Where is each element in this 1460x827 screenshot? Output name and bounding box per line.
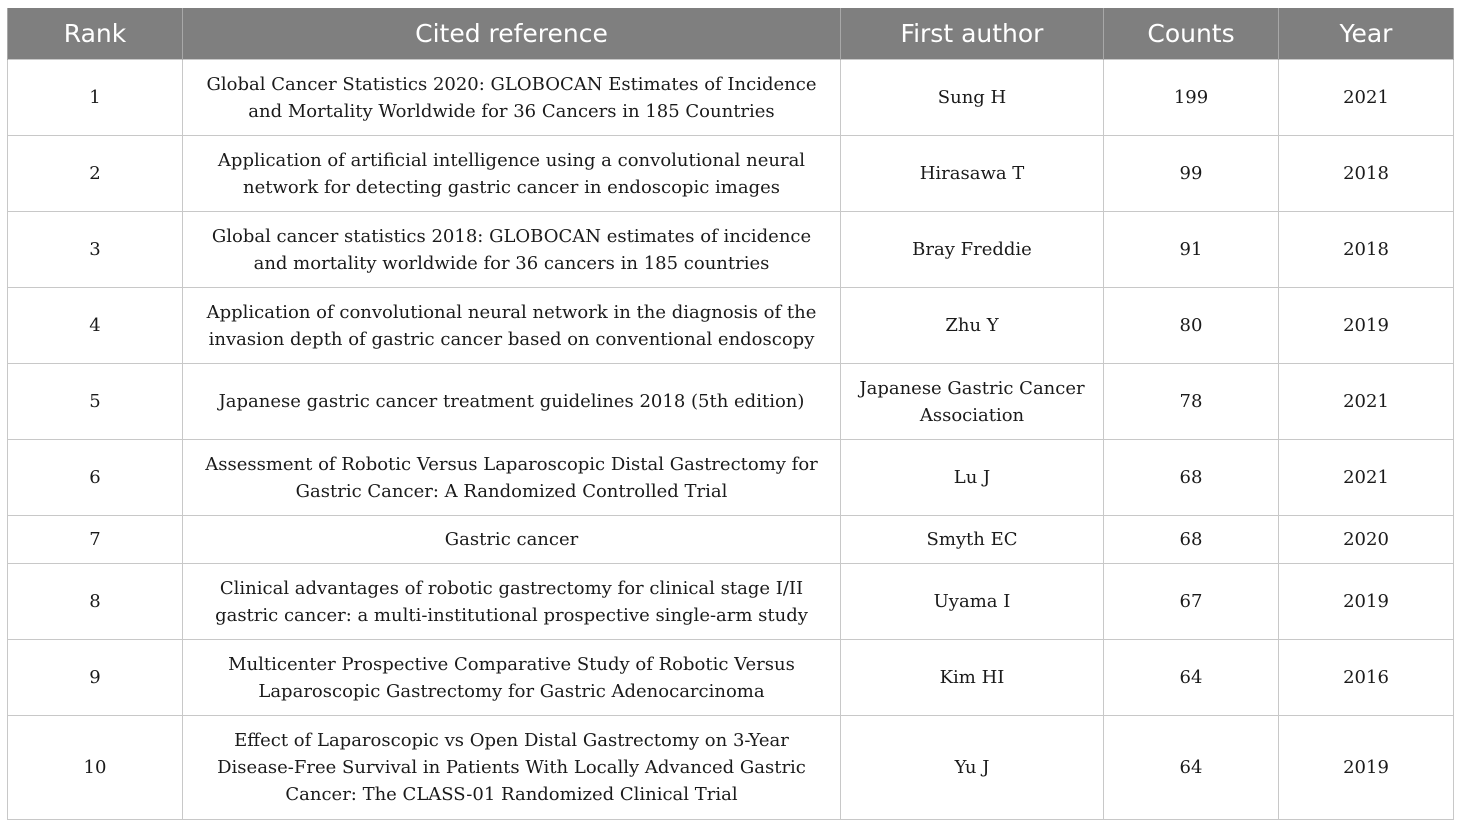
cell-reference: Japanese gastric cancer treatment guidelines 2018 (5th edition) <box>183 364 841 440</box>
cell-counts: 67 <box>1104 564 1279 640</box>
header-first-author: First author <box>841 8 1104 60</box>
cell-counts: 64 <box>1104 716 1279 820</box>
cell-author: Zhu Y <box>841 288 1104 364</box>
header-cited-reference: Cited reference <box>183 8 841 60</box>
cell-reference: Multicenter Prospective Comparative Study of Robotic Versus Laparoscopic Gastrectomy for Gastric Adenocarcinoma <box>183 640 841 716</box>
cell-reference: Global Cancer Statistics 2020: GLOBOCAN Estimates of Incidence and Mortality Worldwide for 36 Cancers in 185 Countries <box>183 60 841 136</box>
cell-year: 2021 <box>1279 364 1454 440</box>
cell-counts: 80 <box>1104 288 1279 364</box>
cell-reference: Effect of Laparoscopic vs Open Distal Gastrectomy on 3-Year Disease-Free Survival in Patients With Locally Advanced Gastric Cancer: The CLASS-01 Randomized Clinical Trial <box>183 716 841 820</box>
table-row <box>8 136 1454 212</box>
cell-counts: 91 <box>1104 212 1279 288</box>
cell-author: Lu J <box>841 440 1104 516</box>
cited-references-table <box>7 8 1454 820</box>
table-row <box>8 60 1454 136</box>
table-body <box>8 60 1454 820</box>
cell-author: Smyth EC <box>841 516 1104 564</box>
cell-author: Uyama I <box>841 564 1104 640</box>
cell-author: Sung H <box>841 60 1104 136</box>
cell-counts: 78 <box>1104 364 1279 440</box>
table-row <box>8 440 1454 516</box>
cell-year: 2021 <box>1279 60 1454 136</box>
cell-rank: 2 <box>8 136 183 212</box>
cell-reference: Gastric cancer <box>183 516 841 564</box>
cell-year: 2019 <box>1279 564 1454 640</box>
table-row <box>8 716 1454 820</box>
cell-year: 2020 <box>1279 516 1454 564</box>
cell-rank: 3 <box>8 212 183 288</box>
cell-author: Hirasawa T <box>841 136 1104 212</box>
cell-rank: 8 <box>8 564 183 640</box>
cell-year: 2016 <box>1279 640 1454 716</box>
table-header <box>8 8 1454 60</box>
cell-rank: 5 <box>8 364 183 440</box>
cell-counts: 68 <box>1104 440 1279 516</box>
header-row <box>8 8 1454 60</box>
cell-rank: 10 <box>8 716 183 820</box>
cell-counts: 68 <box>1104 516 1279 564</box>
table-row <box>8 212 1454 288</box>
cell-reference: Application of artificial intelligence using a convolutional neural network for detecting gastric cancer in endoscopic images <box>183 136 841 212</box>
table-row <box>8 516 1454 564</box>
cell-rank: 7 <box>8 516 183 564</box>
cell-year: 2021 <box>1279 440 1454 516</box>
cell-year: 2018 <box>1279 136 1454 212</box>
cell-year: 2018 <box>1279 212 1454 288</box>
cell-year: 2019 <box>1279 288 1454 364</box>
cell-rank: 1 <box>8 60 183 136</box>
header-rank: Rank <box>8 8 183 60</box>
cell-counts: 64 <box>1104 640 1279 716</box>
table-row <box>8 288 1454 364</box>
cell-author: Kim HI <box>841 640 1104 716</box>
table-row <box>8 364 1454 440</box>
cell-rank: 4 <box>8 288 183 364</box>
header-year: Year <box>1279 8 1454 60</box>
cell-reference: Application of convolutional neural network in the diagnosis of the invasion depth of gastric cancer based on conventional endoscopy <box>183 288 841 364</box>
cell-reference: Clinical advantages of robotic gastrectomy for clinical stage I/II gastric cancer: a multi-institutional prospective single-arm study <box>183 564 841 640</box>
cell-year: 2019 <box>1279 716 1454 820</box>
cell-reference: Assessment of Robotic Versus Laparoscopic Distal Gastrectomy for Gastric Cancer: A Randomized Controlled Trial <box>183 440 841 516</box>
table-row <box>8 564 1454 640</box>
header-counts: Counts <box>1104 8 1279 60</box>
cell-counts: 199 <box>1104 60 1279 136</box>
cell-counts: 99 <box>1104 136 1279 212</box>
cell-author: Yu J <box>841 716 1104 820</box>
cell-rank: 9 <box>8 640 183 716</box>
cell-author: Bray Freddie <box>841 212 1104 288</box>
cell-rank: 6 <box>8 440 183 516</box>
cell-reference: Global cancer statistics 2018: GLOBOCAN estimates of incidence and mortality worldwide for 36 cancers in 185 countries <box>183 212 841 288</box>
table-row <box>8 640 1454 716</box>
cell-author: Japanese Gastric Cancer Association <box>841 364 1104 440</box>
